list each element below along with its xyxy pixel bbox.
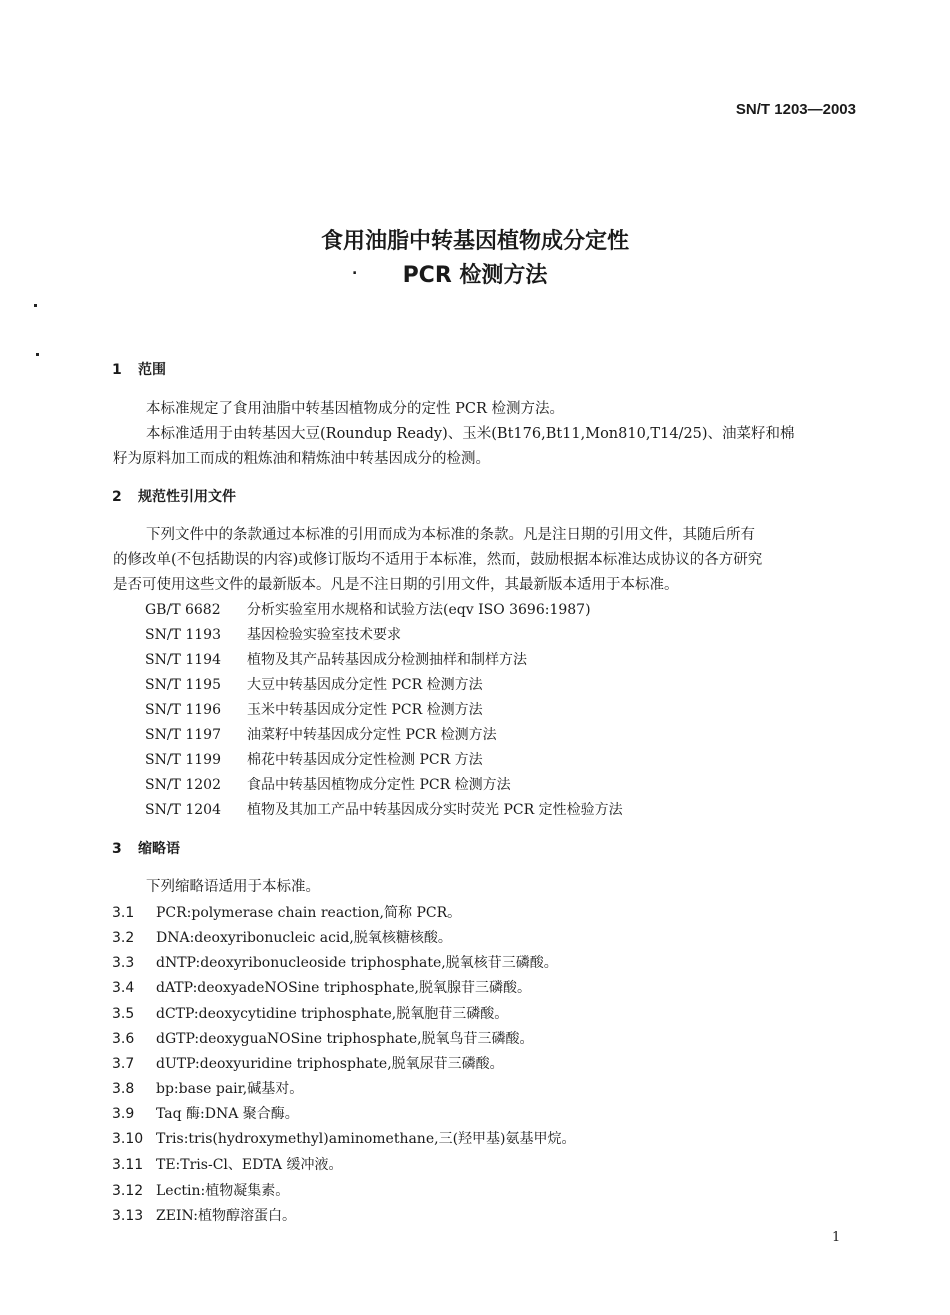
section-number: 3 xyxy=(112,841,122,857)
reference-code: SN/T 1204 xyxy=(145,802,221,818)
reference-code: SN/T 1199 xyxy=(145,752,221,768)
scan-speck xyxy=(36,353,39,356)
reference-title: 植物及其产品转基因成分检测抽样和制样方法 xyxy=(247,652,527,668)
abbreviation-number: 3.6 xyxy=(112,1031,135,1047)
reference-code: SN/T 1196 xyxy=(145,702,221,718)
abbreviation-text: dATP:deoxyadeNOSine triphosphate,脱氧腺苷三磷酸。 xyxy=(156,980,531,996)
section-title: 范围 xyxy=(138,362,166,378)
reference-code: GB/T 6682 xyxy=(145,602,221,618)
abbreviation-number: 3.10 xyxy=(112,1131,144,1147)
section-heading-abbreviations xyxy=(112,838,180,858)
reference-item xyxy=(145,724,497,744)
abbreviation-number: 3.2 xyxy=(112,930,135,946)
abbreviation-number: 3.3 xyxy=(112,955,135,971)
abbreviation-item xyxy=(112,1128,576,1148)
scope-paragraph-1: 本标准规定了食用油脂中转基因植物成分的定性 PCR 检测方法。 xyxy=(146,401,564,417)
abbreviation-text: bp:base pair,碱基对。 xyxy=(156,1081,304,1097)
abbreviation-number: 3.7 xyxy=(112,1056,135,1072)
abbreviation-item xyxy=(112,902,461,922)
reference-title: 玉米中转基因成分定性 PCR 检测方法 xyxy=(247,702,483,718)
abbreviation-item xyxy=(112,1103,299,1123)
abbreviation-item xyxy=(112,1180,289,1200)
section-title: 规范性引用文件 xyxy=(138,489,236,505)
references-paragraph-line3: 是否可使用这些文件的最新版本。凡是不注日期的引用文件，其最新版本适用于本标准。 xyxy=(113,577,679,593)
abbreviation-number: 3.8 xyxy=(112,1081,135,1097)
abbreviation-number: 3.13 xyxy=(112,1208,144,1224)
scope-paragraph-2-line2: 籽为原料加工而成的粗炼油和精炼油中转基因成分的检测。 xyxy=(113,451,490,467)
abbreviation-number: 3.5 xyxy=(112,1006,135,1022)
abbreviation-number: 3.12 xyxy=(112,1183,144,1199)
reference-title: 基因检验实验室技术要求 xyxy=(247,627,401,643)
abbreviation-text: PCR:polymerase chain reaction,简称 PCR。 xyxy=(156,905,462,921)
reference-code: SN/T 1202 xyxy=(145,777,221,793)
abbreviation-item xyxy=(112,1053,504,1073)
abbreviation-item xyxy=(112,1205,296,1225)
abbreviation-text: DNA:deoxyribonucleic acid,脱氧核糖核酸。 xyxy=(156,930,452,946)
abbreviation-item xyxy=(112,1154,342,1174)
abbreviation-number: 3.11 xyxy=(112,1157,144,1173)
reference-code: SN/T 1197 xyxy=(145,727,221,743)
section-heading-scope xyxy=(112,359,166,379)
page-number: 1 xyxy=(832,1230,841,1245)
abbreviation-item xyxy=(112,1078,303,1098)
reference-item xyxy=(145,749,483,769)
abbreviation-text: Lectin:植物凝集素。 xyxy=(156,1183,290,1199)
reference-title: 分析实验室用水规格和试验方法(eqv ISO 3696:1987) xyxy=(247,602,591,618)
abbreviation-number: 3.9 xyxy=(112,1106,135,1122)
abbreviation-number: 3.1 xyxy=(112,905,135,921)
reference-title: 食品中转基因植物成分定性 PCR 检测方法 xyxy=(247,777,511,793)
abbreviation-text: TE:Tris-Cl、EDTA 缓冲液。 xyxy=(156,1157,343,1173)
abbreviations-intro: 下列缩略语适用于本标准。 xyxy=(146,879,320,895)
reference-code: SN/T 1194 xyxy=(145,652,221,668)
abbreviation-text: dCTP:deoxycytidine triphosphate,脱氧胞苷三磷酸。 xyxy=(156,1006,509,1022)
references-paragraph-line2: 的修改单(不包括勘误的内容)或修订版均不适用于本标准，然而，鼓励根据本标准达成协议的各方研究 xyxy=(113,552,763,568)
abbreviation-text: dNTP:deoxyribonucleoside triphosphate,脱氧核苷三磷酸。 xyxy=(156,955,558,971)
reference-title: 棉花中转基因成分定性检测 PCR 方法 xyxy=(247,752,483,768)
reference-item xyxy=(145,649,527,669)
document-title-line2: PCR 检测方法 xyxy=(402,263,548,288)
abbreviation-item xyxy=(112,1003,508,1023)
reference-item xyxy=(145,674,483,694)
reference-item xyxy=(145,624,401,644)
abbreviation-item xyxy=(112,927,452,947)
abbreviation-text: dGTP:deoxyguaNOSine triphosphate,脱氧鸟苷三磷酸。 xyxy=(156,1031,534,1047)
reference-code: SN/T 1193 xyxy=(145,627,221,643)
reference-code: SN/T 1195 xyxy=(145,677,221,693)
reference-title: 植物及其加工产品中转基因成分实时荧光 PCR 定性检验方法 xyxy=(247,802,623,818)
scan-speck xyxy=(34,304,37,307)
abbreviation-text: Tris:tris(hydroxymethyl)aminomethane,三(羟甲基)氨基甲烷。 xyxy=(156,1131,576,1147)
scope-paragraph-2-line1: 本标准适用于由转基因大豆(Roundup Ready)、玉米(Bt176,Bt11,Mon810,T14/25)、油菜籽和棉 xyxy=(146,426,795,442)
references-paragraph-line1: 下列文件中的条款通过本标准的引用而成为本标准的条款。凡是注日期的引用文件，其随后所有 xyxy=(146,527,755,543)
abbreviation-item xyxy=(112,1028,534,1048)
reference-item xyxy=(145,774,511,794)
section-heading-references xyxy=(112,486,236,506)
reference-item xyxy=(145,699,483,719)
abbreviation-item xyxy=(112,977,531,997)
reference-title: 大豆中转基因成分定性 PCR 检测方法 xyxy=(247,677,483,693)
document-title-line1: 食用油脂中转基因植物成分定性 xyxy=(320,229,629,254)
abbreviation-text: ZEIN:植物醇溶蛋白。 xyxy=(156,1208,296,1224)
section-number: 1 xyxy=(112,362,122,378)
section-title: 缩略语 xyxy=(138,841,180,857)
abbreviation-text: dUTP:deoxyuridine triphosphate,脱氧尿苷三磷酸。 xyxy=(156,1056,504,1072)
abbreviation-number: 3.4 xyxy=(112,980,135,996)
section-number: 2 xyxy=(112,489,122,505)
reference-item xyxy=(145,599,591,619)
abbreviation-item xyxy=(112,952,558,972)
reference-title: 油菜籽中转基因成分定性 PCR 检测方法 xyxy=(247,727,497,743)
stray-dot: . xyxy=(352,262,358,278)
standard-code: SN/T 1203—2003 xyxy=(735,101,856,118)
abbreviation-text: Taq 酶:DNA 聚合酶。 xyxy=(156,1106,299,1122)
reference-item xyxy=(145,799,623,819)
